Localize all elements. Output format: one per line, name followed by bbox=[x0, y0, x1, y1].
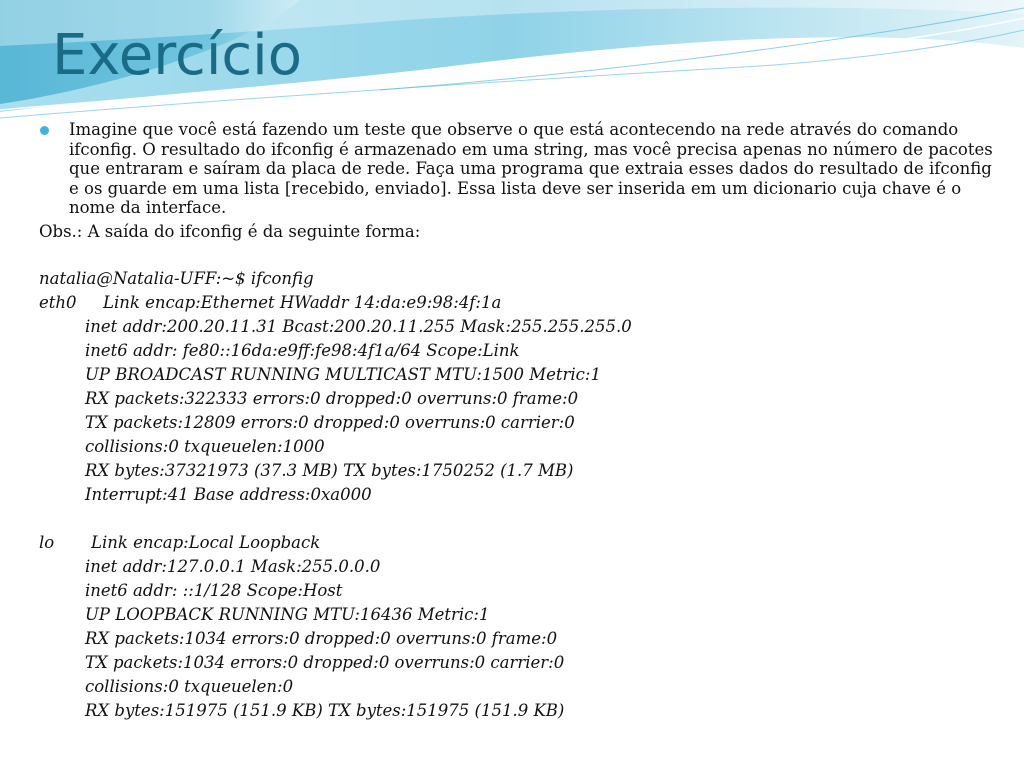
eth0-detail-line: collisions:0 txqueuelen:1000 bbox=[85, 437, 325, 456]
lo-detail-line: UP LOOPBACK RUNNING MTU:16436 Metric:1 bbox=[85, 605, 490, 624]
lo-detail-line: RX packets:1034 errors:0 dropped:0 overruns:0 frame:0 bbox=[85, 629, 558, 648]
eth0-detail-line: inet6 addr: fe80::16da:e9ff:fe98:4f1a/64 Scope:Link bbox=[85, 341, 520, 360]
interface-header-eth0 bbox=[39, 291, 799, 315]
eth0-detail-line: TX packets:12809 errors:0 dropped:0 overruns:0 carrier:0 bbox=[85, 413, 575, 432]
lo-detail-line: collisions:0 txqueuelen:0 bbox=[85, 677, 294, 696]
exercise-description: Imagine que você está fazendo um teste que observe o que está acontecendo na rede através do comando ifconfig. O resultado do ifconfig é armazenado em uma string, mas você precisa apenas no número de pacotes que entraram e saíram da placa de rede. Faça uma programa que extraia esses dados do resultado de ifconfig e os guarde em uma lista [recebido, enviado]. Essa lista deve ser inserida em um dicionario cuja chave é o nome da interface. bbox=[69, 120, 993, 218]
eth0-detail-line: UP BROADCAST RUNNING MULTICAST MTU:1500 Metric:1 bbox=[85, 365, 601, 384]
ifconfig-output bbox=[39, 267, 799, 723]
eth0-detail-line: RX bytes:37321973 (37.3 MB) TX bytes:1750252 (1.7 MB) bbox=[85, 461, 574, 480]
interface-header-text: Link encap:Ethernet HWaddr 14:da:e9:98:4f:1a bbox=[103, 293, 502, 312]
lo-detail-line: inet addr:127.0.0.1 Mask:255.0.0.0 bbox=[85, 557, 381, 576]
eth0-detail-line: RX packets:322333 errors:0 dropped:0 overruns:0 frame:0 bbox=[85, 389, 579, 408]
lo-detail-line: TX packets:1034 errors:0 dropped:0 overruns:0 carrier:0 bbox=[85, 653, 565, 672]
lo-detail-line: inet6 addr: ::1/128 Scope:Host bbox=[85, 581, 343, 600]
interface-header-text: Link encap:Local Loopback bbox=[91, 533, 321, 552]
interface-name: lo bbox=[39, 533, 55, 552]
eth0-detail-line: Interrupt:41 Base address:0xa000 bbox=[85, 485, 372, 504]
eth0-detail-line: inet addr:200.20.11.31 Bcast:200.20.11.255 Mask:255.255.255.0 bbox=[85, 317, 632, 336]
observation-note: Obs.: A saída do ifconfig é da seguinte forma: bbox=[39, 222, 421, 241]
bullet-marker bbox=[40, 126, 49, 135]
lo-detail-line: RX bytes:151975 (151.9 KB) TX bytes:151975 (151.9 KB) bbox=[85, 701, 565, 720]
blank-line bbox=[39, 507, 799, 531]
shell-prompt-line: natalia@Natalia-UFF:~$ ifconfig bbox=[39, 269, 314, 288]
slide-title: Exercício bbox=[52, 23, 303, 88]
interface-header-lo bbox=[39, 531, 799, 555]
interface-name: eth0 bbox=[39, 293, 77, 312]
